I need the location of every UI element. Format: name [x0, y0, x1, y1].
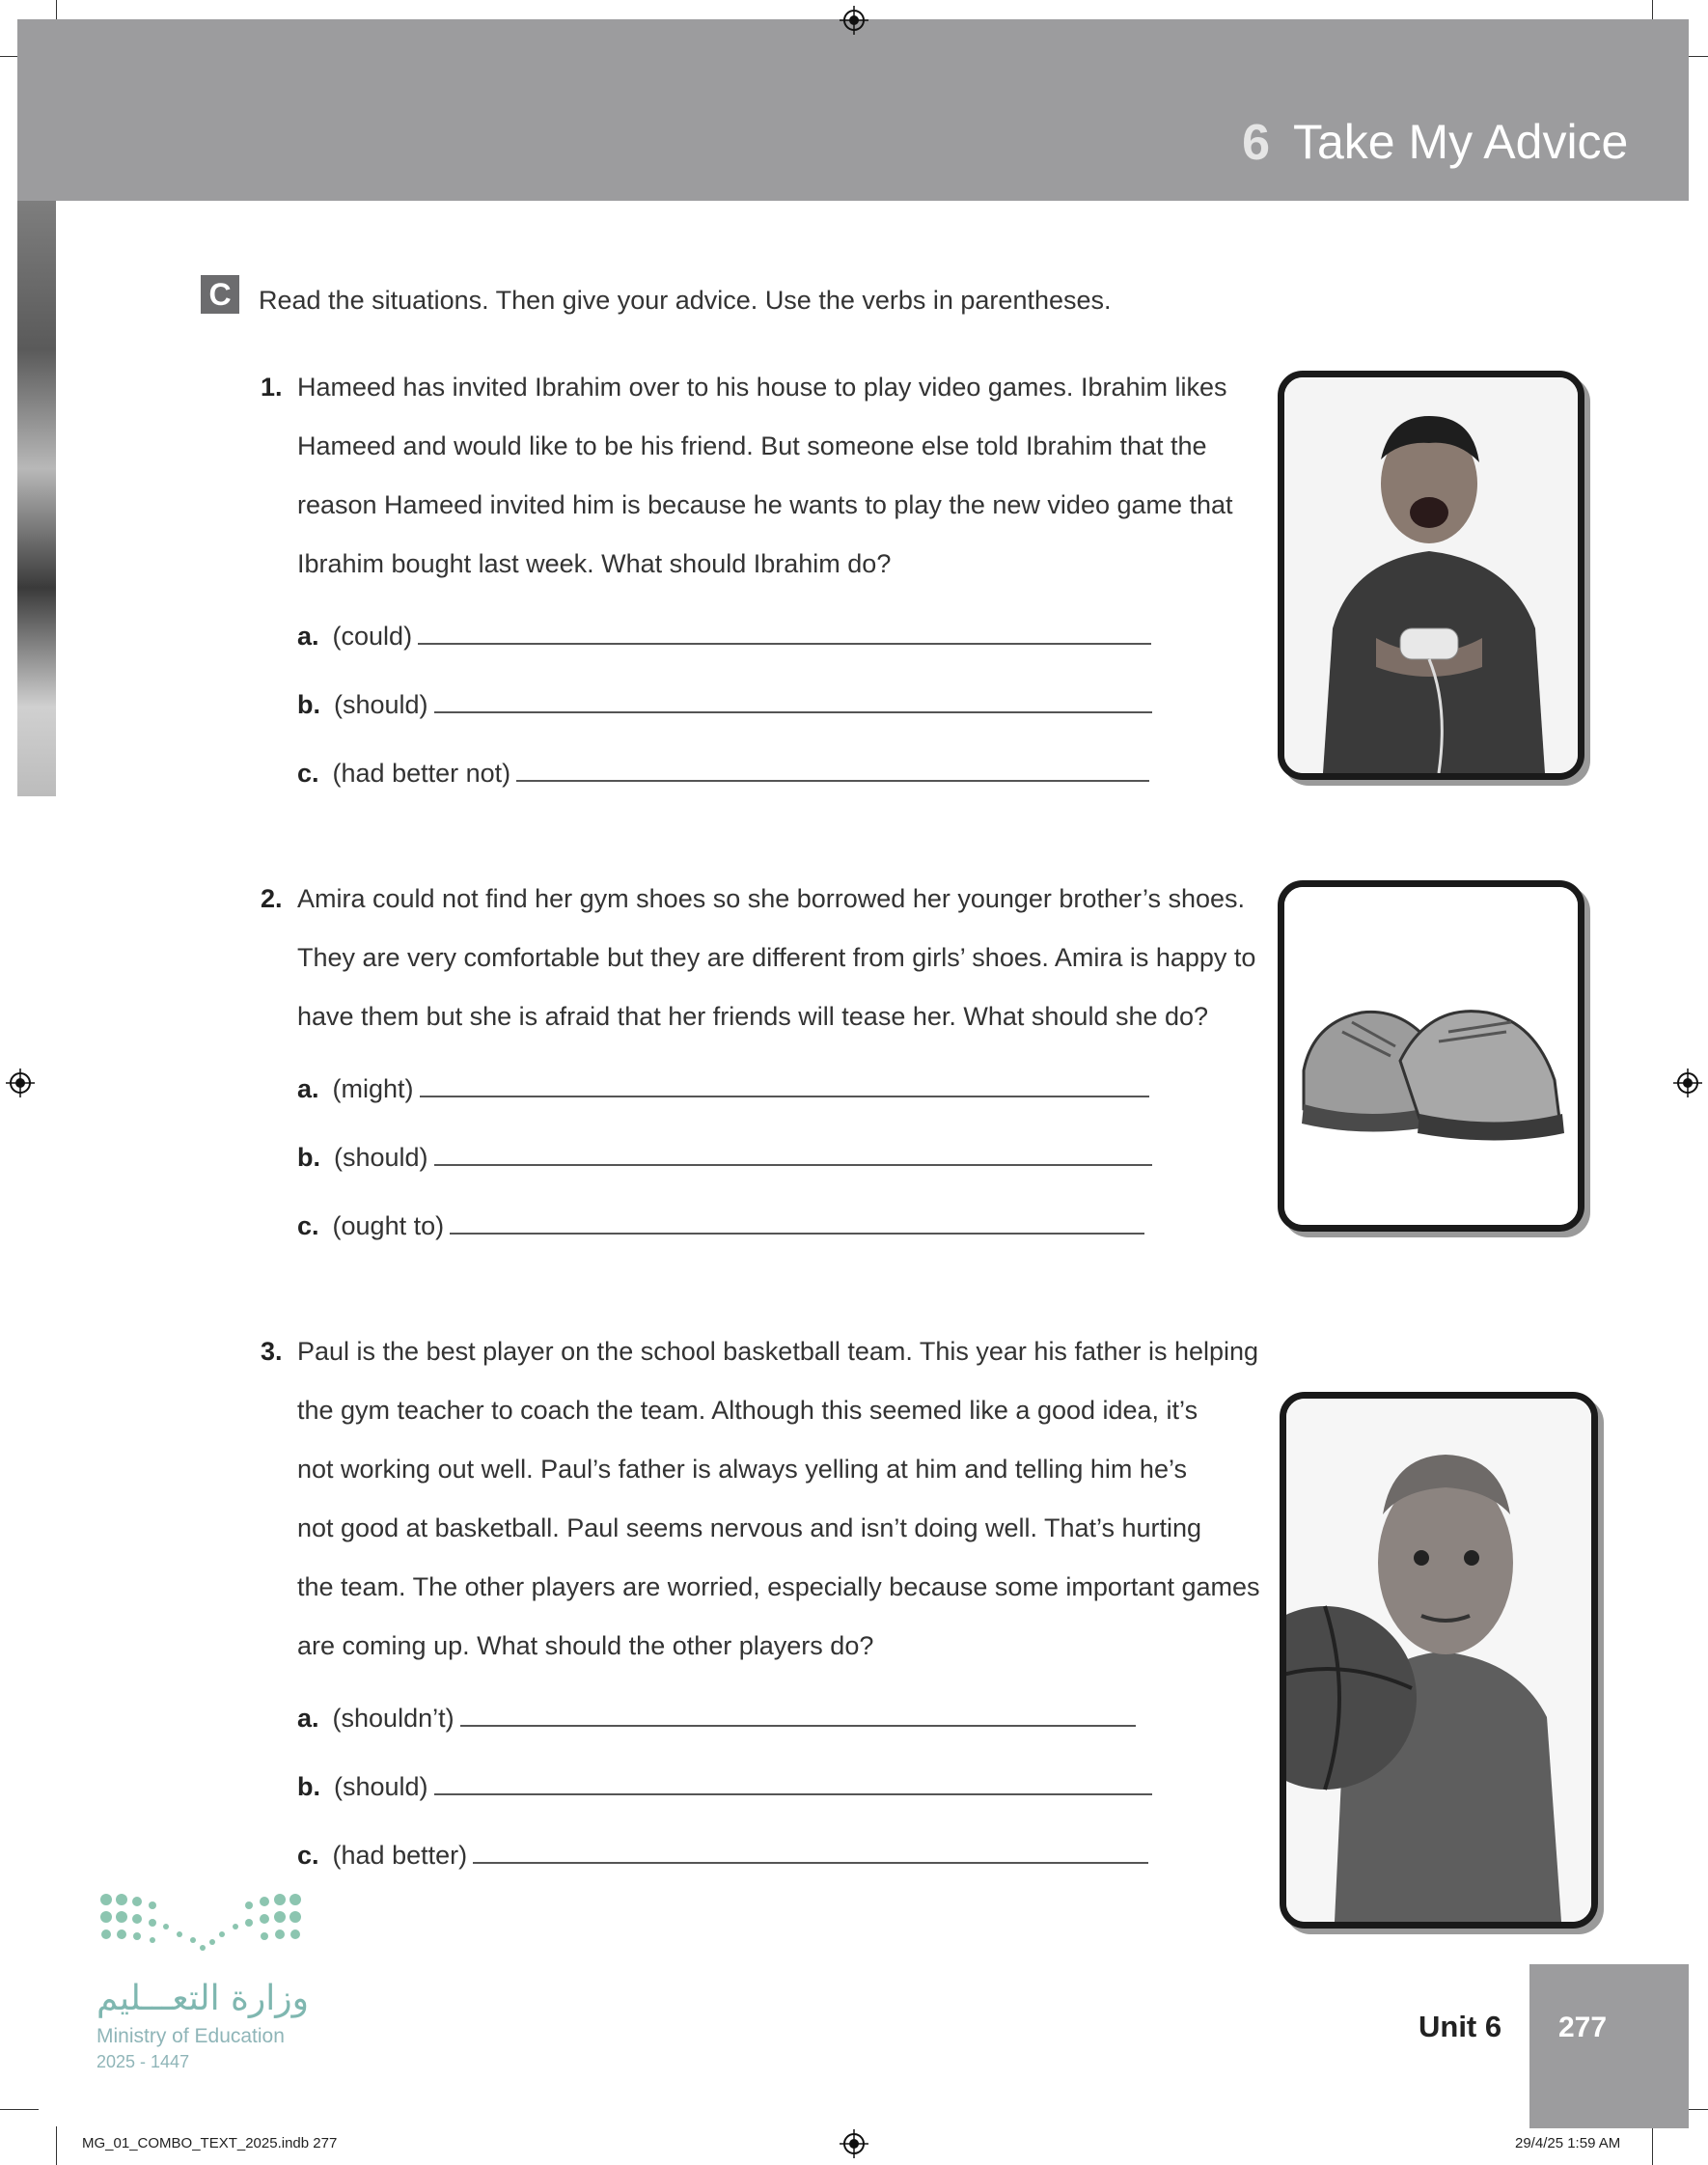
- answer-blank[interactable]: [420, 1070, 1149, 1097]
- section-badge: C: [201, 275, 239, 314]
- header-bar: [17, 19, 1689, 201]
- answer-verb: (ought to): [332, 1211, 445, 1240]
- worn-sneakers-photo-icon: [1278, 880, 1584, 1232]
- answer-blank[interactable]: [418, 618, 1151, 645]
- question-text-line: Hameed has invited Ibrahim over to his house to play video games. Ibrahim likes: [297, 373, 1227, 402]
- answer-verb: (might): [332, 1074, 414, 1103]
- answer-blank[interactable]: [434, 1768, 1152, 1795]
- answer-blank[interactable]: [434, 1139, 1152, 1166]
- question-text-line: Paul is the best player on the school basketball team. This year his father is helping: [297, 1337, 1259, 1366]
- question-number: 3.: [261, 1337, 283, 1366]
- registration-mark-icon: [6, 1069, 35, 1097]
- ministry-name-arabic: وزارة التعـــليم: [96, 1979, 310, 2018]
- crop-mark: [1652, 2126, 1653, 2165]
- answer-line[interactable]: [297, 1139, 1152, 1173]
- crop-mark: [56, 2126, 57, 2165]
- answer-line[interactable]: [297, 1837, 1148, 1871]
- question-text-line: the team. The other players are worried, especially because some important games: [297, 1572, 1260, 1601]
- question-text-line: are coming up. What should the other players do?: [297, 1631, 874, 1660]
- question-number: 2.: [261, 884, 283, 913]
- answer-verb: (should): [334, 1143, 428, 1172]
- question-text-line: not working out well. Paul’s father is always yelling at him and telling him he’s: [297, 1455, 1187, 1484]
- answer-blank[interactable]: [434, 686, 1152, 713]
- question-text-line: have them but she is afraid that her friends will tease her. What should she do?: [297, 1002, 1209, 1031]
- print-slug-timestamp: 29/4/25 1:59 AM: [1515, 2135, 1621, 2151]
- answer-letter: c.: [297, 1211, 319, 1240]
- answer-blank[interactable]: [516, 755, 1149, 782]
- side-photo-strip: [17, 201, 56, 796]
- answer-line[interactable]: [297, 1768, 1152, 1802]
- footer-unit-label: Unit 6: [1419, 2010, 1502, 2043]
- ministry-name-english: Ministry of Education: [96, 2025, 285, 2047]
- answer-verb: (should): [334, 690, 428, 719]
- answer-line[interactable]: [297, 1207, 1144, 1241]
- page-title: Take My Advice: [1293, 115, 1629, 169]
- answer-verb: (should): [334, 1772, 428, 1801]
- question-number: 1.: [261, 373, 283, 402]
- answer-line[interactable]: [297, 686, 1152, 720]
- answer-verb: (had better not): [332, 759, 511, 788]
- registration-mark-icon: [840, 2129, 868, 2158]
- question-text-line: Ibrahim bought last week. What should Ibrahim do?: [297, 549, 892, 578]
- answer-line[interactable]: [297, 618, 1151, 652]
- registration-mark-icon: [1673, 1069, 1702, 1097]
- question-text-line: the gym teacher to coach the team. Although this seemed like a good idea, it’s: [297, 1396, 1198, 1425]
- answer-blank[interactable]: [473, 1837, 1148, 1864]
- registration-mark-icon: [840, 6, 868, 35]
- answer-letter: a.: [297, 1704, 319, 1733]
- answer-letter: c.: [297, 759, 319, 788]
- answer-letter: a.: [297, 1074, 319, 1103]
- question-text-line: They are very comfortable but they are different from girls’ shoes. Amira is happy to: [297, 943, 1256, 972]
- unit-number: 6: [1242, 115, 1270, 171]
- young-man-playing-video-game-photo-icon: [1278, 371, 1584, 780]
- answer-letter: b.: [297, 690, 320, 719]
- ministry-year: 2025 - 1447: [96, 2052, 190, 2071]
- answer-letter: b.: [297, 1143, 320, 1172]
- answer-verb: (shouldn’t): [332, 1704, 455, 1733]
- man-holding-basketball-photo-icon: [1280, 1392, 1598, 1929]
- answer-letter: b.: [297, 1772, 320, 1801]
- question-text-line: Hameed and would like to be his friend. But someone else told Ibrahim that the: [297, 431, 1207, 460]
- print-slug-filename: MG_01_COMBO_TEXT_2025.indb 277: [82, 2135, 338, 2151]
- question-text-line: reason Hameed invited him is because he wants to play the new video game that: [297, 490, 1233, 519]
- answer-line[interactable]: [297, 1070, 1149, 1104]
- answer-blank[interactable]: [460, 1700, 1136, 1727]
- answer-line[interactable]: [297, 1700, 1136, 1734]
- answer-blank[interactable]: [450, 1207, 1144, 1235]
- answer-letter: c.: [297, 1841, 319, 1870]
- question-text-line: Amira could not find her gym shoes so she borrowed her younger brother’s shoes.: [297, 884, 1246, 913]
- answer-verb: (could): [332, 622, 413, 651]
- answer-line[interactable]: [297, 755, 1149, 789]
- page-number: 277: [1558, 2012, 1608, 2043]
- crop-mark: [0, 2109, 39, 2110]
- instruction-text: Read the situations. Then give your advice. Use the verbs in parentheses.: [259, 286, 1112, 315]
- page-number-box: [1529, 1964, 1689, 2128]
- answer-letter: a.: [297, 622, 319, 651]
- question-text-line: not good at basketball. Paul seems nervous and isn’t doing well. That’s hurting: [297, 1513, 1202, 1542]
- answer-verb: (had better): [332, 1841, 468, 1870]
- ministry-logo-dots-icon: [96, 1890, 309, 1962]
